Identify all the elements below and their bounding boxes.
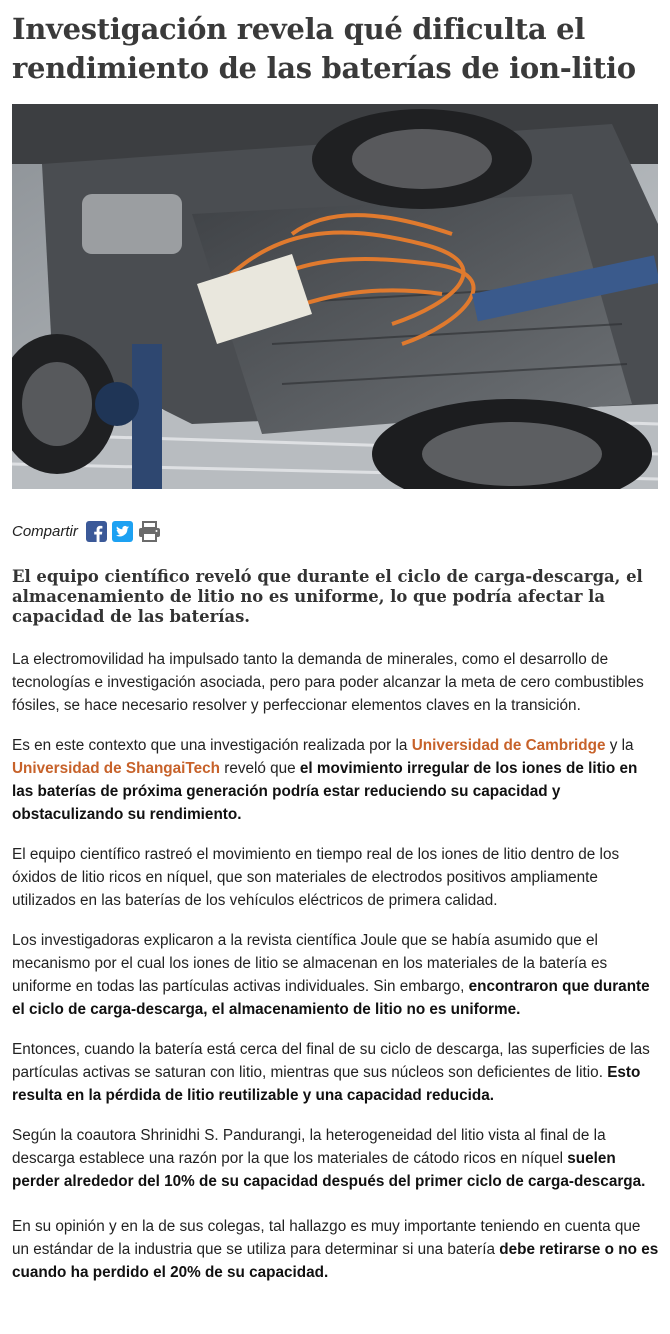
paragraph-2-text-3: reveló que <box>219 760 300 777</box>
paragraph-7 <box>12 1215 660 1284</box>
article <box>12 0 659 1281</box>
paragraph-2-text-2: y la <box>605 737 634 754</box>
hero-image <box>12 104 658 489</box>
paragraph-4-text: Los investigadoras explicaron a la revista científica Joule que se había asumido que el mecanismo por el cual los iones de litio se almacenan en los materiales de la batería es uniforme en todas las partículas activas individuales. Sin embargo, <box>12 932 608 995</box>
twitter-icon[interactable] <box>112 521 133 542</box>
article-lead: El equipo científico reveló que durante el ciclo de carga-descarga, el almacenamiento de litio no es uniforme, lo que podría afectar la capacidad de las baterías. <box>12 567 643 626</box>
shanghaitech-link[interactable]: Universidad de ShangaiTech <box>12 760 220 777</box>
paragraph-7-bold: debe retirarse o no es cuando ha perdido el 20% de su capacidad. <box>12 1241 659 1281</box>
article-title: Investigación revela qué dificulta el rendimiento de las baterías de ion-litio <box>12 12 636 85</box>
paragraph-6 <box>12 1124 660 1193</box>
article-body <box>12 648 660 1301</box>
paragraph-2-bold: el movimiento irregular de los iones de litio en las baterías de próxima generación podría estar reduciendo su capacidad y obstaculizando su rendimiento. <box>12 760 638 823</box>
paragraph-4 <box>12 929 660 1021</box>
paragraph-6-text: Según la coautora Shrinidhi S. Pandurangi, la heterogeneidad del litio vista al final de la descarga establece una razón por la que los materiales de cátodo ricos en níquel <box>12 1127 606 1167</box>
electric-vehicle-battery-underside-photo <box>12 104 658 489</box>
paragraph-7-text: En su opinión y en la de sus colegas, tal hallazgo es muy importante teniendo en cuenta que un estándar de la industria que se utiliza para determinar si una batería <box>12 1218 641 1258</box>
print-icon[interactable] <box>138 521 159 542</box>
paragraph-3: El equipo científico rastreó el movimiento en tiempo real de los iones de litio dentro de los óxidos de litio ricos en níquel, que son materiales de electrodos positivos ampliamente utilizados en las baterías de los vehículos eléctricos de primera calidad. <box>12 846 620 909</box>
paragraph-5 <box>12 1038 660 1107</box>
share-label: Compartir <box>12 522 78 540</box>
cambridge-link[interactable]: Universidad de Cambridge <box>411 737 606 754</box>
share-bar <box>12 517 164 545</box>
paragraph-5-text: Entonces, cuando la batería está cerca del final de su ciclo de descarga, las superficies de las partículas activas se saturan con litio, mientras que sus núcleos son deficientes de litio. <box>12 1041 650 1081</box>
paragraph-6-bold: suelen perder alrededor del 10% de su capacidad después del primer ciclo de carga-descarga. <box>12 1150 646 1190</box>
paragraph-4-bold: encontraron que durante el ciclo de carga-descarga, el almacenamiento de litio no es uniforme. <box>12 978 650 1018</box>
paragraph-2 <box>12 734 660 826</box>
paragraph-1: La electromovilidad ha impulsado tanto la demanda de minerales, como el desarrollo de tecnologías e investigación asociada, pero para poder alcanzar la meta de cero combustibles fósiles, se hace necesario resolver y perfeccionar elementos claves en la transición. <box>12 651 644 714</box>
paragraph-5-bold: Esto resulta en la pérdida de litio reutilizable y una capacidad reducida. <box>12 1064 641 1104</box>
paragraph-2-text-1: Es en este contexto que una investigación realizada por la <box>12 737 412 754</box>
facebook-icon[interactable] <box>86 521 107 542</box>
